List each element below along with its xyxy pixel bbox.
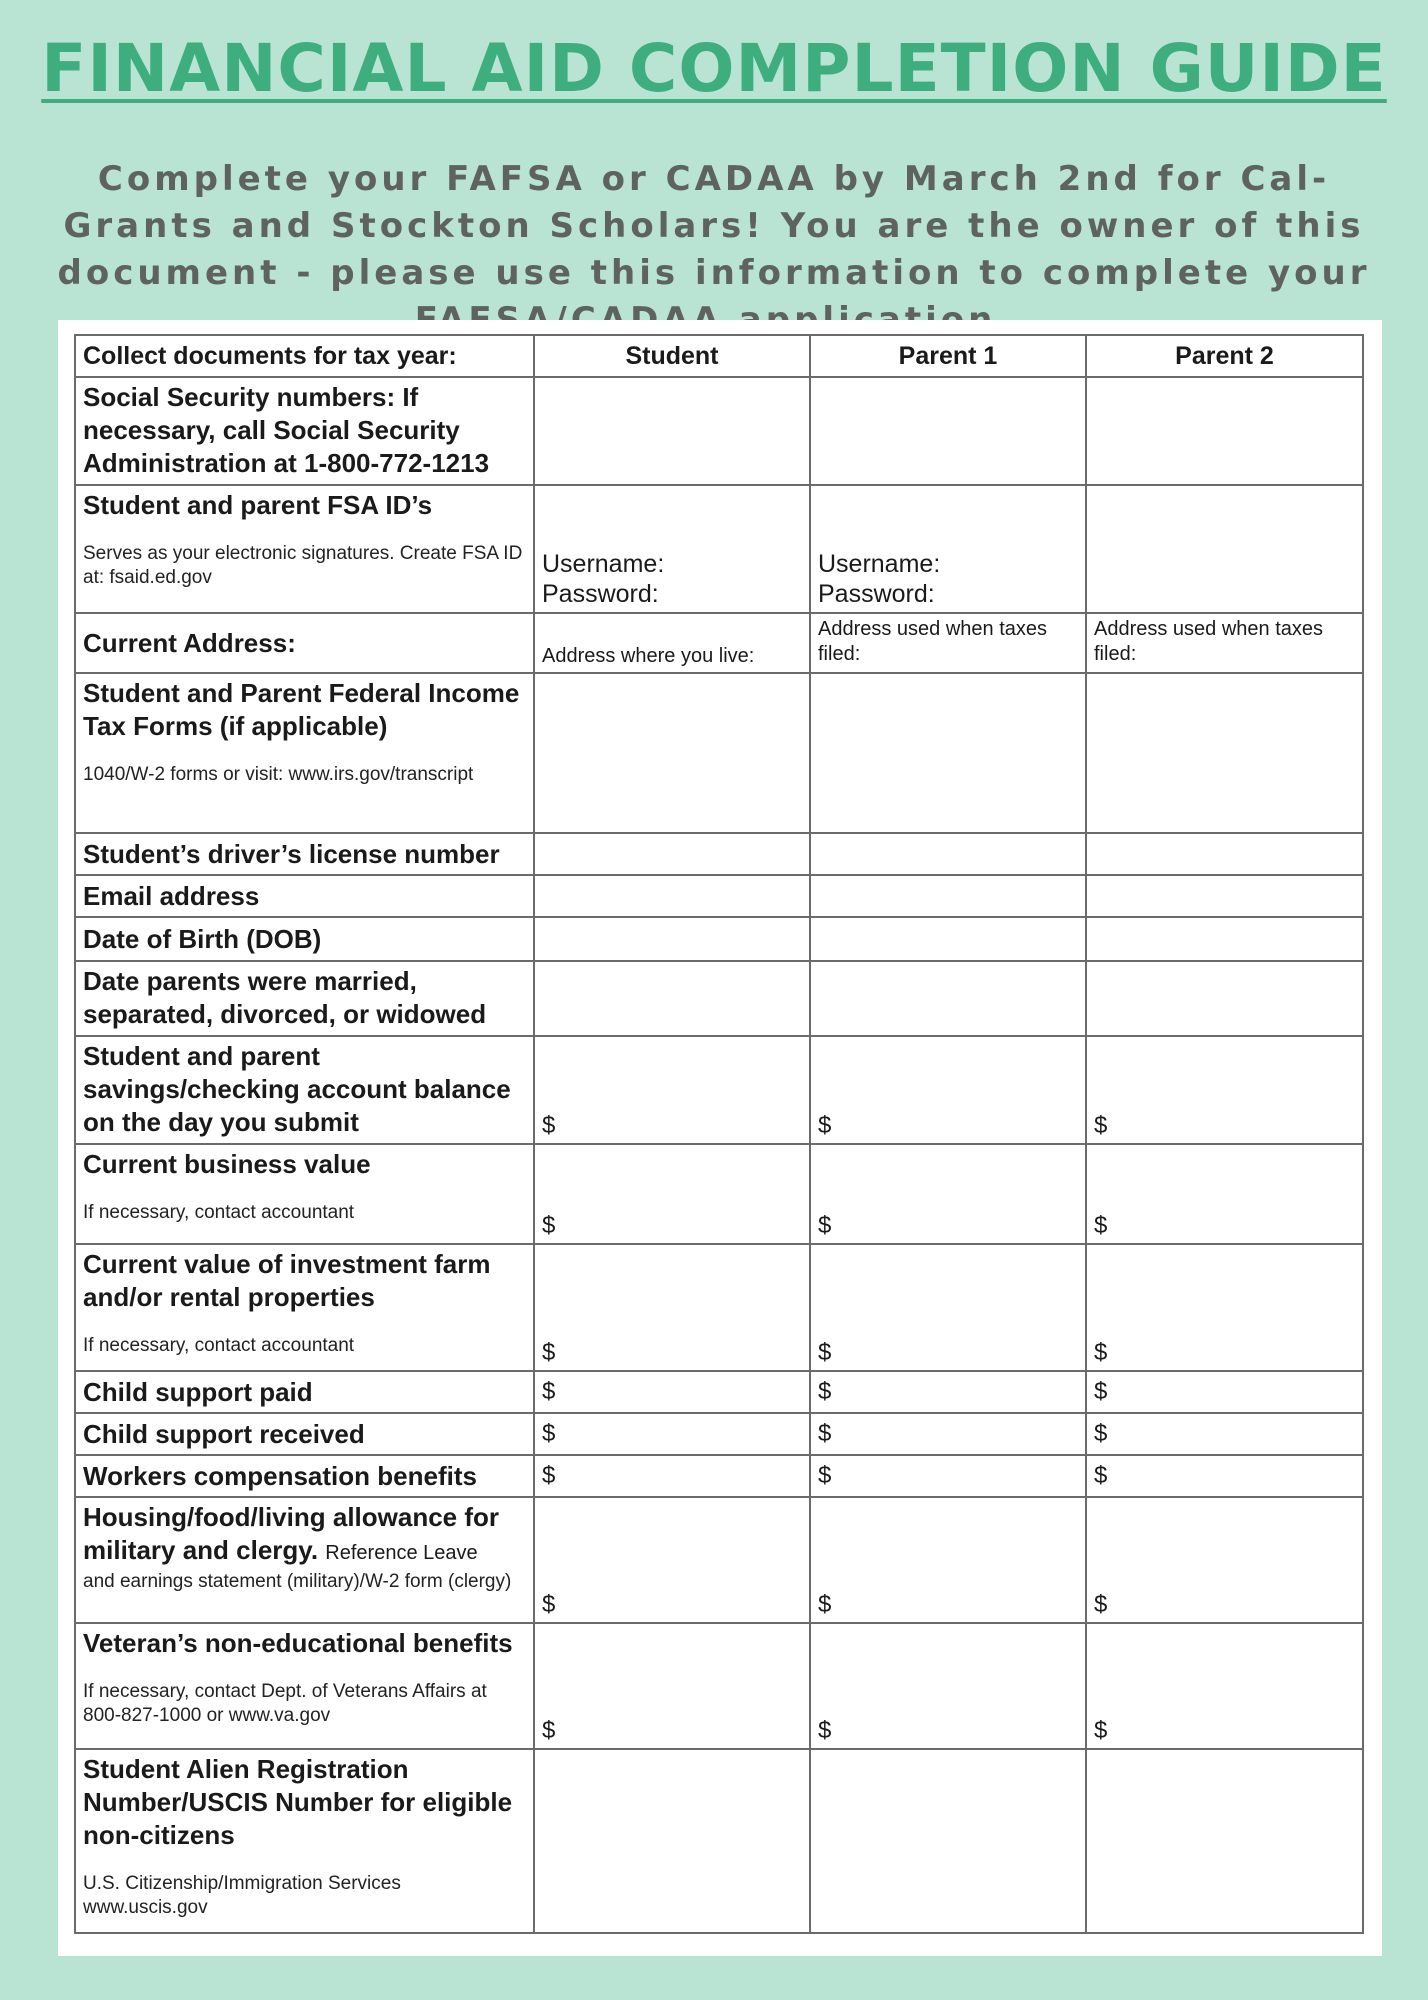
row-note: and earnings statement (military)/W-2 form (clergy) — [83, 1571, 512, 1592]
dollar-sign: $ — [1094, 1591, 1108, 1618]
row-label: Email address — [83, 880, 260, 911]
table-row-workers-comp — [75, 1455, 1363, 1497]
row-label: Date parents were married, separated, divorced, or widowed — [83, 966, 487, 1029]
parent-2-business-cell[interactable] — [1086, 1144, 1363, 1244]
student-farm-cell[interactable] — [534, 1244, 810, 1371]
dollar-sign: $ — [818, 1591, 832, 1618]
parent-1-savings-cell[interactable] — [810, 1036, 1086, 1144]
page-subtitle: Complete your FAFSA or CADAA by March 2nd for Cal-Grants and Stockton Scholars! You are the owner of this document - please use this information to complete your — [57, 159, 1371, 293]
student-savings-cell[interactable] — [534, 1036, 810, 1144]
username-label: Username: — [542, 550, 665, 578]
parent-1-alien-cell[interactable] — [810, 1749, 1086, 1933]
student-email-cell[interactable] — [534, 875, 810, 917]
parent-2-married-cell[interactable] — [1086, 961, 1363, 1036]
table-row-email — [75, 875, 1363, 917]
row-label: Student and parent FSA ID’s — [83, 490, 433, 520]
table-row-alien-registration — [75, 1749, 1363, 1933]
address-hint: Address used when taxes filed: — [1094, 618, 1324, 665]
row-note: Serves as your electronic signatures. Create FSA ID at: fsaid.ed.gov — [83, 543, 523, 588]
dollar-sign: $ — [1094, 1378, 1108, 1405]
parent-2-veteran-cell[interactable] — [1086, 1623, 1363, 1749]
table-row-farm — [75, 1244, 1363, 1371]
table-row-child-support-received — [75, 1413, 1363, 1455]
row-note: U.S. Citizenship/Immigration Services www.uscis.gov — [83, 1873, 401, 1918]
parent-1-fsa-cell[interactable] — [810, 485, 1086, 613]
dollar-sign: $ — [1094, 1420, 1108, 1447]
parent-2-savings-cell[interactable] — [1086, 1036, 1363, 1144]
dollar-sign: $ — [1094, 1212, 1108, 1239]
parent-2-ssn-cell[interactable] — [1086, 377, 1363, 485]
address-hint: Address where you live: — [542, 645, 755, 667]
dollar-sign: $ — [818, 1339, 832, 1366]
row-label: Date of Birth (DOB) — [83, 923, 322, 954]
student-child-paid-cell[interactable] — [534, 1371, 810, 1413]
dollar-sign: $ — [542, 1717, 556, 1744]
housing-inline-note: Reference Leave — [325, 1542, 478, 1564]
table-row-married — [75, 961, 1363, 1036]
table-row-license — [75, 833, 1363, 875]
row-note: If necessary, contact accountant — [83, 1202, 355, 1223]
row-label: Child support paid — [83, 1376, 313, 1407]
parent-2-dob-cell[interactable] — [1086, 917, 1363, 961]
table-row-housing — [75, 1497, 1363, 1623]
table-row-ssn — [75, 377, 1363, 485]
student-fsa-cell[interactable] — [534, 485, 810, 613]
parent-1-veteran-cell[interactable] — [810, 1623, 1086, 1749]
column-header-parent-2: Parent 2 — [1086, 335, 1363, 377]
student-housing-cell[interactable] — [534, 1497, 810, 1623]
parent-1-housing-cell[interactable] — [810, 1497, 1086, 1623]
row-note: If necessary, contact Dept. of Veterans Affairs at 800-827-1000 or www.va.gov — [83, 1681, 487, 1726]
dollar-sign: $ — [818, 1420, 832, 1447]
dollar-sign: $ — [542, 1462, 556, 1489]
row-note: 1040/W-2 forms or visit: www.irs.gov/transcript — [83, 764, 474, 785]
row-label: Social Security numbers: If necessary, call Social Security Administration at 1-800-772-1213 — [83, 382, 490, 478]
housing-label-text: Housing/food/living allowance for military and clergy. — [83, 1502, 500, 1565]
parent-2-license-cell[interactable] — [1086, 833, 1363, 875]
table-row-dob — [75, 917, 1363, 961]
username-label: Username: — [818, 550, 941, 578]
dollar-sign: $ — [818, 1717, 832, 1744]
table-row-business — [75, 1144, 1363, 1244]
page-title: FINANCIAL AID COMPLETION GUIDE — [41, 30, 1387, 107]
dollar-sign: $ — [1094, 1717, 1108, 1744]
parent-2-farm-cell[interactable] — [1086, 1244, 1363, 1371]
form-sheet — [58, 320, 1382, 1956]
dollar-sign: $ — [542, 1420, 556, 1447]
row-label: Student and Parent Federal Income Tax Forms (if applicable) — [83, 678, 520, 741]
parent-2-child-paid-cell[interactable] — [1086, 1371, 1363, 1413]
parent-2-email-cell[interactable] — [1086, 875, 1363, 917]
table-row-fsa — [75, 485, 1363, 613]
dollar-sign: $ — [542, 1378, 556, 1405]
table-row-tax-forms — [75, 673, 1363, 833]
parent-2-child-received-cell[interactable] — [1086, 1413, 1363, 1455]
table-row-savings — [75, 1036, 1363, 1144]
student-tax-cell[interactable] — [534, 673, 810, 833]
row-label: Veteran’s non-educational benefits — [83, 1628, 513, 1658]
dollar-sign: $ — [542, 1339, 556, 1366]
dollar-sign: $ — [1094, 1112, 1108, 1139]
table-row-child-support-paid — [75, 1371, 1363, 1413]
student-married-cell[interactable] — [534, 961, 810, 1036]
dollar-sign: $ — [1094, 1339, 1108, 1366]
password-label: Password: — [818, 580, 935, 608]
row-label: Student Alien Registration Number/USCIS Number for eligible non-citizens — [83, 1754, 513, 1850]
table-row-veteran — [75, 1623, 1363, 1749]
dollar-sign: $ — [1094, 1462, 1108, 1489]
address-hint: Address used when taxes filed: — [818, 618, 1048, 665]
student-workers-cell[interactable] — [534, 1455, 810, 1497]
parent-1-business-cell[interactable] — [810, 1144, 1086, 1244]
parent-2-alien-cell[interactable] — [1086, 1749, 1363, 1933]
parent-1-farm-cell[interactable] — [810, 1244, 1086, 1371]
row-label: Workers compensation benefits — [83, 1460, 477, 1491]
parent-1-child-paid-cell[interactable] — [810, 1371, 1086, 1413]
parent-1-tax-cell[interactable] — [810, 673, 1086, 833]
dollar-sign: $ — [818, 1212, 832, 1239]
table-row-address — [75, 613, 1363, 673]
column-header-label: Collect documents for tax year: — [75, 335, 534, 377]
financial-aid-table — [74, 334, 1364, 1934]
row-label: Current value of investment farm and/or rental properties — [83, 1249, 491, 1312]
row-note: If necessary, contact accountant — [83, 1335, 355, 1356]
parent-1-address-cell[interactable] — [810, 613, 1086, 673]
student-license-cell[interactable] — [534, 833, 810, 875]
dollar-sign: $ — [542, 1212, 556, 1239]
student-address-cell[interactable] — [534, 613, 810, 673]
student-business-cell[interactable] — [534, 1144, 810, 1244]
dollar-sign: $ — [542, 1591, 556, 1618]
dollar-sign: $ — [818, 1112, 832, 1139]
parent-1-married-cell[interactable] — [810, 961, 1086, 1036]
parent-1-child-received-cell[interactable] — [810, 1413, 1086, 1455]
dollar-sign: $ — [818, 1462, 832, 1489]
student-alien-cell[interactable] — [534, 1749, 810, 1933]
student-child-received-cell[interactable] — [534, 1413, 810, 1455]
parent-1-license-cell[interactable] — [810, 833, 1086, 875]
parent-1-email-cell[interactable] — [810, 875, 1086, 917]
parent-2-address-cell[interactable] — [1086, 613, 1363, 673]
parent-2-workers-cell[interactable] — [1086, 1455, 1363, 1497]
parent-2-housing-cell[interactable] — [1086, 1497, 1363, 1623]
row-label: Student and parent savings/checking account balance on the day you submit — [83, 1041, 511, 1137]
dollar-sign: $ — [818, 1378, 832, 1405]
parent-2-tax-cell[interactable] — [1086, 673, 1363, 833]
row-label — [83, 1501, 526, 1570]
password-label: Password: — [542, 580, 659, 608]
row-label: Current Address: — [83, 627, 296, 658]
student-dob-cell[interactable] — [534, 917, 810, 961]
parent-1-workers-cell[interactable] — [810, 1455, 1086, 1497]
student-ssn-cell[interactable] — [534, 377, 810, 485]
parent-1-dob-cell[interactable] — [810, 917, 1086, 961]
parent-2-fsa-cell[interactable] — [1086, 485, 1363, 613]
row-label: Student’s driver’s license number — [83, 838, 500, 869]
header-row — [75, 335, 1363, 377]
student-veteran-cell[interactable] — [534, 1623, 810, 1749]
row-label: Child support received — [83, 1418, 365, 1449]
column-header-parent-1: Parent 1 — [810, 335, 1086, 377]
column-header-student: Student — [534, 335, 810, 377]
row-label: Current business value — [83, 1149, 371, 1179]
dollar-sign: $ — [542, 1112, 556, 1139]
parent-1-ssn-cell[interactable] — [810, 377, 1086, 485]
